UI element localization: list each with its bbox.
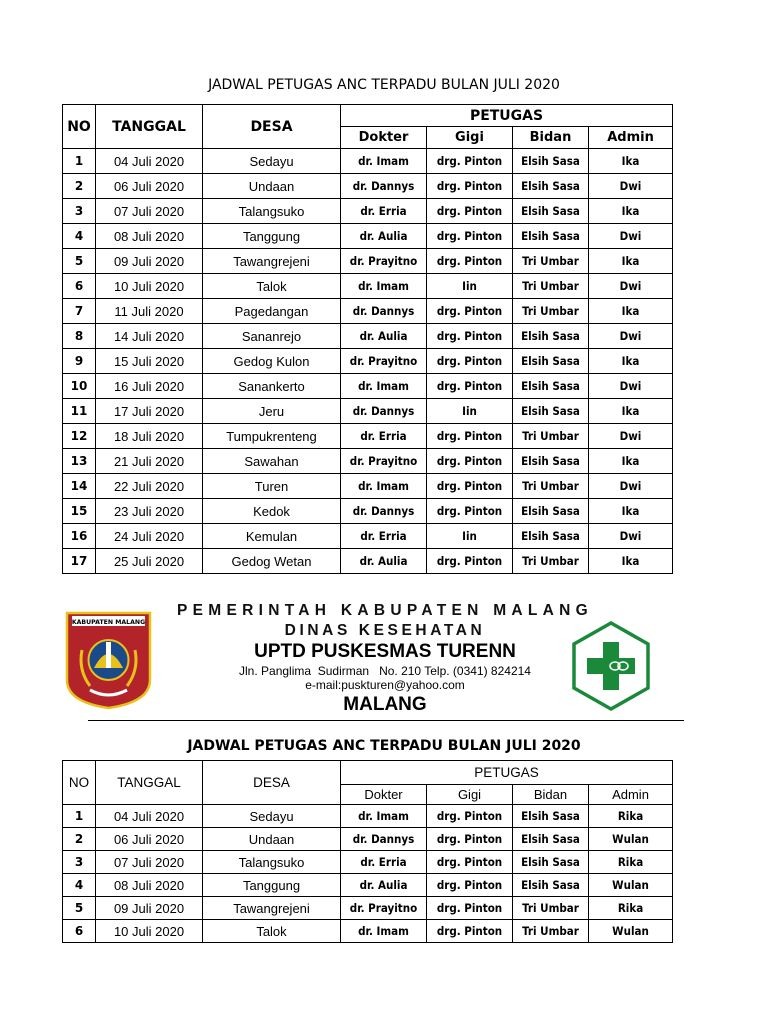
cell-admin: Wulan	[589, 920, 673, 943]
table-row	[63, 549, 673, 574]
cell-gigi: drg. Pinton	[427, 299, 513, 324]
header-petugas: PETUGAS	[341, 105, 673, 127]
letterhead-divider	[88, 720, 684, 721]
cell-admin: Ika	[589, 199, 673, 224]
cell-admin: Dwi	[589, 374, 673, 399]
cell-no: 2	[63, 828, 96, 851]
header-admin: Admin	[589, 127, 673, 149]
cell-no: 5	[63, 249, 96, 274]
cell-desa: Sedayu	[203, 149, 341, 174]
letterhead-email: e-mail:puskturen@yahoo.com	[305, 678, 465, 692]
header-gigi: Gigi	[427, 127, 513, 149]
cell-dokter: dr. Erria	[341, 524, 427, 549]
cell-no: 16	[63, 524, 96, 549]
cell-gigi: drg. Pinton	[427, 851, 513, 874]
cell-bidan: Tri Umbar	[513, 549, 589, 574]
cell-tanggal: 18 Juli 2020	[96, 424, 203, 449]
cell-dokter: dr. Dannys	[341, 299, 427, 324]
cell-dokter: dr. Erria	[341, 199, 427, 224]
header-no: NO	[63, 761, 96, 805]
table-row	[63, 474, 673, 499]
cell-bidan: Elsih Sasa	[513, 149, 589, 174]
table-row	[63, 224, 673, 249]
cell-tanggal: 06 Juli 2020	[96, 174, 203, 199]
cell-admin: Dwi	[589, 274, 673, 299]
header-petugas: PETUGAS	[341, 761, 673, 785]
cell-desa: Turen	[203, 474, 341, 499]
schedule2-body	[63, 805, 673, 943]
cell-admin: Rika	[589, 897, 673, 920]
table-row	[63, 399, 673, 424]
cell-bidan: Tri Umbar	[513, 424, 589, 449]
cell-gigi: drg. Pinton	[427, 424, 513, 449]
cell-bidan: Elsih Sasa	[513, 324, 589, 349]
cell-bidan: Elsih Sasa	[513, 349, 589, 374]
cell-no: 17	[63, 549, 96, 574]
cell-no: 1	[63, 149, 96, 174]
cell-tanggal: 07 Juli 2020	[96, 199, 203, 224]
cell-bidan: Tri Umbar	[513, 920, 589, 943]
cell-admin: Dwi	[589, 174, 673, 199]
cell-dokter: dr. Imam	[341, 474, 427, 499]
schedule1-title: JADWAL PETUGAS ANC TERPADU BULAN JULI 2020	[208, 77, 560, 93]
cell-admin: Dwi	[589, 524, 673, 549]
cell-admin: Rika	[589, 851, 673, 874]
cell-gigi: drg. Pinton	[427, 549, 513, 574]
cell-gigi: drg. Pinton	[427, 374, 513, 399]
header-bidan: Bidan	[513, 127, 589, 149]
cell-dokter: dr. Aulia	[341, 224, 427, 249]
cell-no: 5	[63, 897, 96, 920]
cell-gigi: drg. Pinton	[427, 499, 513, 524]
cell-dokter: dr. Dannys	[341, 174, 427, 199]
cell-no: 4	[63, 874, 96, 897]
cell-admin: Ika	[589, 399, 673, 424]
cell-desa: Kemulan	[203, 524, 341, 549]
cell-no: 3	[63, 199, 96, 224]
cell-desa: Sanankerto	[203, 374, 341, 399]
table-row	[63, 199, 673, 224]
table-row	[63, 524, 673, 549]
cell-desa: Talangsuko	[203, 851, 341, 874]
cell-bidan: Elsih Sasa	[513, 805, 589, 828]
cell-admin: Ika	[589, 299, 673, 324]
table-row	[63, 499, 673, 524]
cell-tanggal: 10 Juli 2020	[96, 920, 203, 943]
cell-no: 8	[63, 324, 96, 349]
table-row	[63, 828, 673, 851]
cell-dokter: dr. Imam	[341, 920, 427, 943]
cell-no: 7	[63, 299, 96, 324]
cell-dokter: dr. Imam	[341, 805, 427, 828]
cell-bidan: Tri Umbar	[513, 474, 589, 499]
cell-admin: Ika	[589, 149, 673, 174]
cell-tanggal: 08 Juli 2020	[96, 224, 203, 249]
cell-bidan: Elsih Sasa	[513, 449, 589, 474]
schedule2-title: JADWAL PETUGAS ANC TERPADU BULAN JULI 2020	[187, 738, 581, 754]
cell-desa: Tumpukrenteng	[203, 424, 341, 449]
puskesmas-cross-icon	[570, 620, 652, 712]
cell-admin: Wulan	[589, 828, 673, 851]
cell-desa: Tanggung	[203, 224, 341, 249]
cell-tanggal: 15 Juli 2020	[96, 349, 203, 374]
letterhead-city: MALANG	[343, 694, 427, 715]
cell-tanggal: 06 Juli 2020	[96, 828, 203, 851]
cell-gigi: drg. Pinton	[427, 897, 513, 920]
cell-admin: Dwi	[589, 424, 673, 449]
cell-no: 12	[63, 424, 96, 449]
cell-no: 6	[63, 920, 96, 943]
cell-bidan: Elsih Sasa	[513, 874, 589, 897]
cell-tanggal: 08 Juli 2020	[96, 874, 203, 897]
cell-dokter: dr. Dannys	[341, 399, 427, 424]
cell-dokter: dr. Aulia	[341, 549, 427, 574]
cell-dokter: dr. Prayitno	[341, 349, 427, 374]
table-row	[63, 349, 673, 374]
cell-gigi: drg. Pinton	[427, 474, 513, 499]
cell-desa: Gedog Kulon	[203, 349, 341, 374]
cell-gigi: drg. Pinton	[427, 224, 513, 249]
cell-no: 13	[63, 449, 96, 474]
cell-admin: Dwi	[589, 324, 673, 349]
cell-tanggal: 22 Juli 2020	[96, 474, 203, 499]
cell-gigi: drg. Pinton	[427, 349, 513, 374]
cell-admin: Ika	[589, 349, 673, 374]
cell-tanggal: 09 Juli 2020	[96, 249, 203, 274]
cell-no: 2	[63, 174, 96, 199]
cell-no: 14	[63, 474, 96, 499]
schedule1-body	[63, 149, 673, 574]
table-row	[63, 374, 673, 399]
cell-desa: Talangsuko	[203, 199, 341, 224]
cell-desa: Undaan	[203, 828, 341, 851]
cell-dokter: dr. Imam	[341, 274, 427, 299]
cell-desa: Talok	[203, 274, 341, 299]
cell-desa: Gedog Wetan	[203, 549, 341, 574]
cell-desa: Kedok	[203, 499, 341, 524]
cell-dokter: dr. Erria	[341, 851, 427, 874]
cell-admin: Ika	[589, 499, 673, 524]
header-dokter: Dokter	[341, 127, 427, 149]
cell-bidan: Elsih Sasa	[513, 524, 589, 549]
header-bidan: Bidan	[513, 785, 589, 805]
table-row	[63, 805, 673, 828]
cell-no: 1	[63, 805, 96, 828]
cell-tanggal: 17 Juli 2020	[96, 399, 203, 424]
table-row	[63, 149, 673, 174]
cell-gigi: Iin	[427, 524, 513, 549]
cell-gigi: drg. Pinton	[427, 449, 513, 474]
cell-no: 3	[63, 851, 96, 874]
table-row	[63, 851, 673, 874]
cell-bidan: Tri Umbar	[513, 299, 589, 324]
cell-dokter: dr. Dannys	[341, 828, 427, 851]
cell-desa: Sawahan	[203, 449, 341, 474]
cell-no: 15	[63, 499, 96, 524]
cell-dokter: dr. Aulia	[341, 874, 427, 897]
cell-no: 4	[63, 224, 96, 249]
cell-tanggal: 09 Juli 2020	[96, 897, 203, 920]
cell-tanggal: 25 Juli 2020	[96, 549, 203, 574]
cell-no: 11	[63, 399, 96, 424]
cell-gigi: drg. Pinton	[427, 874, 513, 897]
letterhead-government: PEMERINTAH KABUPATEN MALANG	[176, 602, 594, 619]
schedule2-table	[62, 760, 673, 943]
cell-admin: Dwi	[589, 474, 673, 499]
cell-admin: Wulan	[589, 874, 673, 897]
cell-tanggal: 14 Juli 2020	[96, 324, 203, 349]
kabupaten-malang-emblem-icon	[64, 610, 153, 710]
cell-bidan: Elsih Sasa	[513, 174, 589, 199]
cell-tanggal: 11 Juli 2020	[96, 299, 203, 324]
cell-gigi: drg. Pinton	[427, 249, 513, 274]
cell-gigi: drg. Pinton	[427, 199, 513, 224]
cell-desa: Pagedangan	[203, 299, 341, 324]
cell-bidan: Tri Umbar	[513, 274, 589, 299]
header-desa: DESA	[203, 761, 341, 805]
cell-admin: Ika	[589, 549, 673, 574]
header-tanggal: TANGGAL	[96, 761, 203, 805]
cell-bidan: Tri Umbar	[513, 897, 589, 920]
cell-admin: Rika	[589, 805, 673, 828]
cell-tanggal: 23 Juli 2020	[96, 499, 203, 524]
cell-desa: Tawangrejeni	[203, 897, 341, 920]
cell-dokter: dr. Prayitno	[341, 449, 427, 474]
cell-desa: Sananrejo	[203, 324, 341, 349]
schedule1-table	[62, 104, 673, 574]
cell-gigi: drg. Pinton	[427, 828, 513, 851]
cell-desa: Talok	[203, 920, 341, 943]
cell-desa: Jeru	[203, 399, 341, 424]
cell-tanggal: 04 Juli 2020	[96, 805, 203, 828]
cell-dokter: dr. Imam	[341, 374, 427, 399]
cell-dokter: dr. Aulia	[341, 324, 427, 349]
cell-tanggal: 07 Juli 2020	[96, 851, 203, 874]
cell-bidan: Elsih Sasa	[513, 224, 589, 249]
emblem-label: KABUPATEN MALANG	[71, 619, 146, 626]
header-no: NO	[63, 105, 96, 149]
cell-no: 6	[63, 274, 96, 299]
table-row	[63, 274, 673, 299]
table-row	[63, 897, 673, 920]
table-row	[63, 874, 673, 897]
cell-bidan: Elsih Sasa	[513, 828, 589, 851]
cell-gigi: drg. Pinton	[427, 149, 513, 174]
cell-dokter: dr. Prayitno	[341, 897, 427, 920]
table-row	[63, 424, 673, 449]
cell-tanggal: 10 Juli 2020	[96, 274, 203, 299]
header-desa: DESA	[203, 105, 341, 149]
header-gigi: Gigi	[427, 785, 513, 805]
table-row	[63, 249, 673, 274]
cell-desa: Undaan	[203, 174, 341, 199]
letterhead-address: Jln. Panglima Sudirman No. 210 Telp. (0341) 824214	[239, 664, 531, 678]
cell-tanggal: 24 Juli 2020	[96, 524, 203, 549]
cell-admin: Ika	[589, 449, 673, 474]
cell-desa: Tanggung	[203, 874, 341, 897]
header-dokter: Dokter	[341, 785, 427, 805]
table-row	[63, 920, 673, 943]
cell-gigi: drg. Pinton	[427, 174, 513, 199]
cell-gigi: drg. Pinton	[427, 920, 513, 943]
cell-bidan: Elsih Sasa	[513, 374, 589, 399]
cell-bidan: Tri Umbar	[513, 249, 589, 274]
table-row	[63, 174, 673, 199]
cell-dokter: dr. Dannys	[341, 499, 427, 524]
cell-gigi: drg. Pinton	[427, 324, 513, 349]
cell-no: 9	[63, 349, 96, 374]
cell-bidan: Elsih Sasa	[513, 499, 589, 524]
table-row	[63, 449, 673, 474]
table-row	[63, 299, 673, 324]
cell-tanggal: 16 Juli 2020	[96, 374, 203, 399]
cell-dokter: dr. Prayitno	[341, 249, 427, 274]
header-admin: Admin	[589, 785, 673, 805]
cell-gigi: Iin	[427, 274, 513, 299]
cell-bidan: Elsih Sasa	[513, 199, 589, 224]
cell-admin: Dwi	[589, 224, 673, 249]
cell-dokter: dr. Imam	[341, 149, 427, 174]
letterhead-institution: UPTD PUSKESMAS TURENN	[254, 641, 516, 662]
letterhead-department: DINAS KESEHATAN	[284, 622, 486, 639]
header-tanggal: TANGGAL	[96, 105, 203, 149]
cell-desa: Tawangrejeni	[203, 249, 341, 274]
cell-dokter: dr. Erria	[341, 424, 427, 449]
cell-desa: Sedayu	[203, 805, 341, 828]
cell-no: 10	[63, 374, 96, 399]
cell-bidan: Elsih Sasa	[513, 851, 589, 874]
cell-bidan: Elsih Sasa	[513, 399, 589, 424]
cell-gigi: Iin	[427, 399, 513, 424]
table-row	[63, 324, 673, 349]
cell-tanggal: 21 Juli 2020	[96, 449, 203, 474]
cell-tanggal: 04 Juli 2020	[96, 149, 203, 174]
cell-gigi: drg. Pinton	[427, 805, 513, 828]
cell-admin: Ika	[589, 249, 673, 274]
